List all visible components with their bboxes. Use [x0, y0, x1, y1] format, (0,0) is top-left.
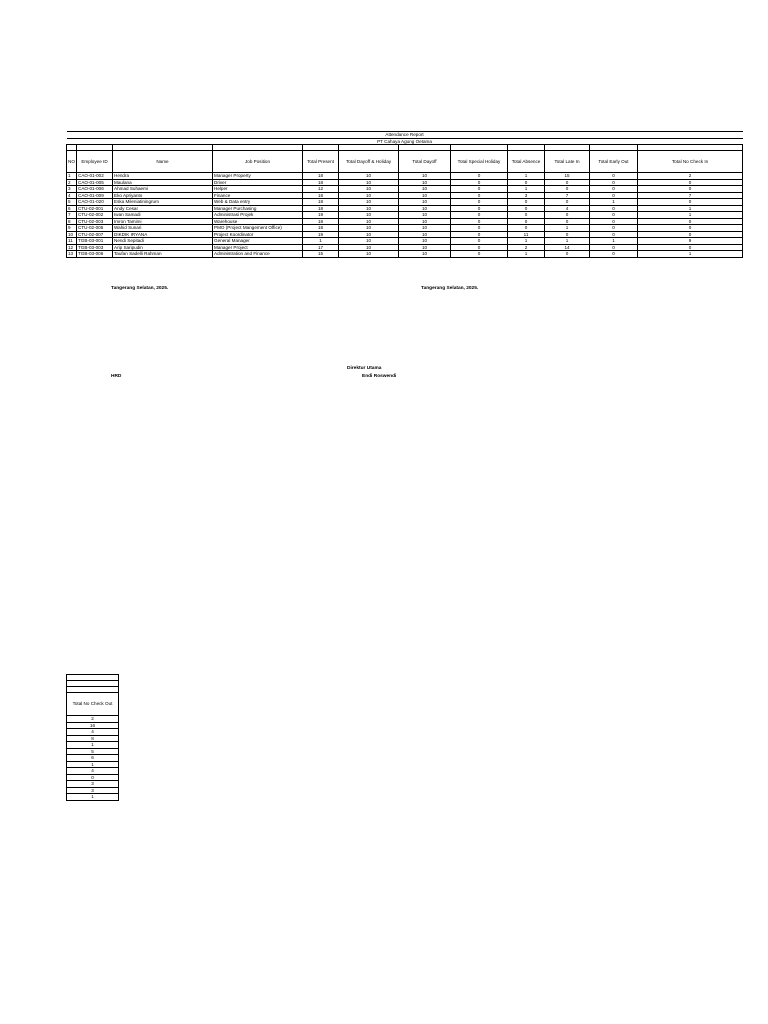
- table-cell: 0: [590, 225, 638, 232]
- table-cell: General Manager: [213, 238, 303, 245]
- table-cell: 18: [303, 199, 339, 206]
- table-cell: 2: [508, 244, 545, 251]
- table-cell: CTU-02-007: [77, 231, 113, 238]
- no-check-out-cell: 1: [67, 794, 119, 801]
- table-cell: 1: [303, 238, 339, 245]
- table-cell: 1: [508, 173, 545, 180]
- table-cell: 0: [590, 218, 638, 225]
- table-cell: 19: [303, 231, 339, 238]
- table-cell: 0: [590, 205, 638, 212]
- table-cell: 10: [339, 251, 399, 258]
- report-title: Attendance Report: [67, 132, 743, 139]
- table-cell: 18: [303, 192, 339, 199]
- table-cell: 3: [67, 186, 77, 193]
- table-cell: 0: [545, 231, 590, 238]
- table-cell: Project Koordinator: [213, 231, 303, 238]
- no-check-out-cell: 1: [67, 742, 119, 749]
- table-cell: TGB-03-006: [77, 251, 113, 258]
- table-cell: 0: [590, 192, 638, 199]
- table-cell: 0: [590, 179, 638, 186]
- table-row: [67, 251, 743, 258]
- right-signer-name: Endi Roswendi: [362, 374, 397, 379]
- attendance-table: [66, 131, 743, 258]
- table-cell: CAO-01-020: [77, 199, 113, 206]
- table-cell: 0: [451, 186, 508, 193]
- left-signer-title: HRD: [111, 374, 122, 379]
- table-cell: 0: [451, 179, 508, 186]
- column-header: Employee ID: [77, 151, 113, 173]
- no-check-out-table: [66, 674, 119, 801]
- table-cell: Andy Cesar: [113, 205, 213, 212]
- column-header: Job Position: [213, 151, 303, 173]
- table-cell: 1: [638, 251, 743, 258]
- table-cell: 1: [638, 205, 743, 212]
- table-cell: 7: [67, 212, 77, 219]
- table-cell: 10: [339, 225, 399, 232]
- table-cell: 0: [638, 244, 743, 251]
- table-cell: 0: [451, 212, 508, 219]
- table-cell: 10: [399, 231, 451, 238]
- table-cell: Ahmad Suhaemi: [113, 186, 213, 193]
- table-cell: Hendra: [113, 173, 213, 180]
- table-cell: 0: [638, 199, 743, 206]
- table-cell: 1: [638, 212, 743, 219]
- table-cell: 0: [451, 231, 508, 238]
- column-header: NO: [67, 151, 77, 173]
- no-check-out-cell: 16: [67, 722, 119, 729]
- table-cell: 12: [303, 186, 339, 193]
- table-cell: 10: [399, 192, 451, 199]
- table-cell: 11: [508, 231, 545, 238]
- table-cell: TGB-03-003: [77, 244, 113, 251]
- table-cell: 0: [508, 218, 545, 225]
- table-cell: 10: [339, 218, 399, 225]
- table-cell: 0: [590, 251, 638, 258]
- table-cell: 10: [339, 179, 399, 186]
- table-cell: 0: [590, 244, 638, 251]
- table-cell: 17: [303, 244, 339, 251]
- table-cell: Nendi Sepitadi: [113, 238, 213, 245]
- table-cell: 2: [638, 173, 743, 180]
- table-cell: 10: [399, 173, 451, 180]
- no-check-out-header: Total No Check Out: [67, 693, 119, 716]
- table-cell: 10: [339, 205, 399, 212]
- table-cell: 0: [451, 205, 508, 212]
- table-cell: Manager Project: [213, 244, 303, 251]
- table-cell: 0: [545, 186, 590, 193]
- left-place-date: Tangerang Selatan, 2025.: [111, 286, 169, 291]
- table-cell: 1: [508, 238, 545, 245]
- no-check-out-cell: 3: [67, 781, 119, 788]
- no-check-out-cell: 3: [67, 787, 119, 794]
- table-cell: 10: [399, 225, 451, 232]
- table-cell: 10: [339, 212, 399, 219]
- table-cell: Arip Saripudin: [113, 244, 213, 251]
- table-cell: CTU-02-005: [77, 225, 113, 232]
- column-header: Total No Check In: [638, 151, 743, 173]
- table-cell: 0: [508, 212, 545, 219]
- table-cell: 10: [339, 238, 399, 245]
- table-cell: Maulana: [113, 179, 213, 186]
- column-header: Total Special Holiday: [451, 151, 508, 173]
- table-cell: 0: [638, 225, 743, 232]
- table-cell: 0: [451, 251, 508, 258]
- table-cell: 10: [67, 231, 77, 238]
- table-cell: 10: [339, 231, 399, 238]
- table-cell: 10: [399, 199, 451, 206]
- table-cell: 1: [590, 199, 638, 206]
- table-cell: 19: [303, 212, 339, 219]
- table-cell: 10: [399, 179, 451, 186]
- table-cell: Eska Mileniatiningrum: [113, 199, 213, 206]
- table-cell: 0: [451, 218, 508, 225]
- table-cell: 1: [545, 225, 590, 232]
- right-signer-title: Direktur Utama: [347, 366, 382, 371]
- table-cell: 0: [508, 179, 545, 186]
- column-header: Total Absence: [508, 151, 545, 173]
- table-cell: CAO-01-009: [77, 192, 113, 199]
- table-cell: 0: [451, 238, 508, 245]
- no-check-out-cell: 0: [67, 774, 119, 781]
- table-cell: 0: [451, 199, 508, 206]
- table-cell: 0: [590, 212, 638, 219]
- table-cell: 10: [399, 186, 451, 193]
- table-cell: CAO-01-002: [77, 173, 113, 180]
- table-cell: TGB-03-001: [77, 238, 113, 245]
- column-header: Name: [113, 151, 213, 173]
- table-cell: 0: [545, 212, 590, 219]
- table-cell: 10: [339, 186, 399, 193]
- table-cell: 18: [303, 218, 339, 225]
- table-cell: Administration and Finance: [213, 251, 303, 258]
- table-cell: 0: [451, 225, 508, 232]
- company-name: PT Cahaya Agung Oetama: [67, 138, 743, 145]
- table-cell: 18: [303, 205, 339, 212]
- table-cell: 10: [339, 173, 399, 180]
- table-cell: 4: [545, 205, 590, 212]
- table-cell: 0: [508, 225, 545, 232]
- table-cell: 18: [303, 225, 339, 232]
- column-header: Total Present: [303, 151, 339, 173]
- table-cell: Finance: [213, 192, 303, 199]
- no-check-out-cell: 4: [67, 729, 119, 736]
- table-cell: 10: [399, 218, 451, 225]
- table-cell: CTU-02-003: [77, 218, 113, 225]
- table-cell: Web & Data entry: [213, 199, 303, 206]
- table-cell: Taufan Sadelli Rahman: [113, 251, 213, 258]
- table-cell: CTU-02-002: [77, 212, 113, 219]
- table-cell: 15: [303, 251, 339, 258]
- table-cell: Warehouse: [213, 218, 303, 225]
- table-cell: 0: [545, 199, 590, 206]
- no-check-out-cell: 4: [67, 768, 119, 775]
- table-cell: 1: [590, 238, 638, 245]
- table-cell: 1: [545, 238, 590, 245]
- table-cell: 15: [545, 173, 590, 180]
- no-check-out-cell: 8: [67, 735, 119, 742]
- no-check-out-cell: 6: [67, 755, 119, 762]
- table-cell: 18: [303, 173, 339, 180]
- column-header: Total Dayoff: [399, 151, 451, 173]
- table-cell: 0: [638, 179, 743, 186]
- no-check-out-cell: 5: [67, 748, 119, 755]
- table-cell: 10: [399, 244, 451, 251]
- table-cell: Imron Tamimi: [113, 218, 213, 225]
- table-cell: 0: [590, 173, 638, 180]
- table-cell: 1: [67, 173, 77, 180]
- table-cell: 0: [638, 231, 743, 238]
- no-check-out-cell: 1: [67, 761, 119, 768]
- table-cell: 5: [67, 199, 77, 206]
- table-cell: 10: [399, 251, 451, 258]
- table-cell: 1: [508, 186, 545, 193]
- right-place-date: Tangerang Selatan, 2025.: [421, 286, 479, 291]
- table-cell: 0: [508, 205, 545, 212]
- table-cell: 8: [67, 218, 77, 225]
- table-cell: 0: [590, 231, 638, 238]
- table-cell: 3: [508, 192, 545, 199]
- column-header: Total Late In: [545, 151, 590, 173]
- table-cell: 0: [545, 251, 590, 258]
- column-header: Total Early Out: [590, 151, 638, 173]
- table-cell: CAO-01-006: [77, 186, 113, 193]
- table-cell: Manager Purchasing: [213, 205, 303, 212]
- table-cell: Wahid Sunari: [113, 225, 213, 232]
- table-cell: 0: [451, 244, 508, 251]
- table-cell: 7: [638, 192, 743, 199]
- no-check-out-cell: 2: [67, 716, 119, 723]
- table-cell: 10: [399, 238, 451, 245]
- table-cell: Helper: [213, 186, 303, 193]
- table-cell: 0: [638, 186, 743, 193]
- table-cell: 0: [545, 179, 590, 186]
- table-cell: 2: [67, 179, 77, 186]
- table-cell: 4: [67, 192, 77, 199]
- table-cell: 0: [590, 186, 638, 193]
- table-cell: 18: [303, 179, 339, 186]
- table-cell: 12: [67, 244, 77, 251]
- table-cell: 13: [67, 251, 77, 258]
- table-cell: 10: [399, 205, 451, 212]
- table-cell: DIKDIK IRYANA: [113, 231, 213, 238]
- table-cell: 0: [545, 218, 590, 225]
- table-cell: 0: [451, 192, 508, 199]
- table-cell: 0: [638, 218, 743, 225]
- table-cell: 0: [508, 199, 545, 206]
- table-cell: 7: [545, 192, 590, 199]
- table-cell: CTU-02-001: [77, 205, 113, 212]
- table-cell: 6: [67, 205, 77, 212]
- table-cell: Manager Property: [213, 173, 303, 180]
- table-cell: 11: [67, 238, 77, 245]
- table-cell: 10: [339, 244, 399, 251]
- table-cell: Driver: [213, 179, 303, 186]
- table-cell: 9: [638, 238, 743, 245]
- table-cell: CAO-01-005: [77, 179, 113, 186]
- table-cell: 10: [399, 212, 451, 219]
- table-cell: Administrasi Projek: [213, 212, 303, 219]
- table-cell: PMO (Project Mangement Office): [213, 225, 303, 232]
- column-header: Total Dayoff & Holiday: [339, 151, 399, 173]
- table-cell: Iwan Samadi: [113, 212, 213, 219]
- table-cell: 9: [67, 225, 77, 232]
- table-cell: 10: [339, 199, 399, 206]
- table-cell: 10: [339, 192, 399, 199]
- table-cell: 0: [451, 173, 508, 180]
- column-header-row: [67, 151, 743, 173]
- table-cell: 1: [508, 251, 545, 258]
- table-cell: 14: [545, 244, 590, 251]
- table-cell: Eko Apriyanto: [113, 192, 213, 199]
